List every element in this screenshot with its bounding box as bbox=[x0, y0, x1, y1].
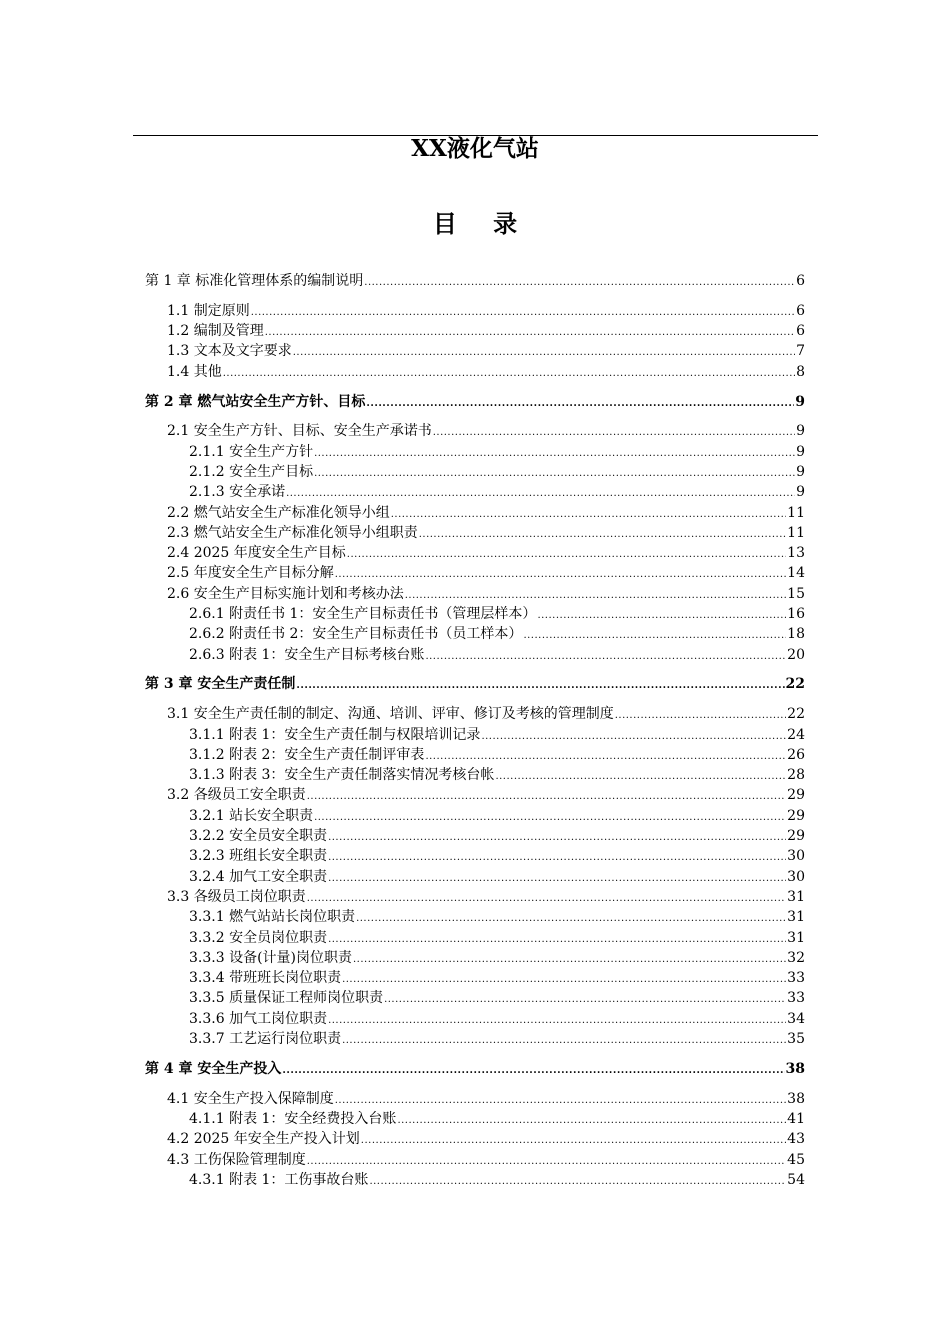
toc-entry-title: 4.1.1 附表 1：安全经费投入台账 bbox=[189, 1110, 397, 1127]
toc-dot-leader bbox=[251, 304, 795, 322]
toc-page-number: 43 bbox=[787, 1131, 805, 1148]
toc-dot-leader bbox=[364, 274, 795, 292]
toc-page-number: 33 bbox=[787, 990, 805, 1007]
toc-entry-title: 1.1 制定原则 bbox=[167, 302, 250, 319]
toc-heading: 目 录 bbox=[432, 209, 532, 238]
toc-entry-title: 3.1.3 附表 3：安全生产责任制落实情况考核台帐 bbox=[189, 767, 495, 784]
toc-page-number: 38 bbox=[785, 1060, 805, 1077]
toc-entry-title: 2.1.1 安全生产方针 bbox=[189, 443, 314, 460]
toc-page-number: 45 bbox=[787, 1151, 805, 1168]
toc-page-number: 26 bbox=[787, 746, 805, 763]
toc-dot-leader bbox=[405, 587, 786, 605]
toc-dot-leader bbox=[314, 809, 786, 827]
toc-entry[interactable] bbox=[167, 342, 805, 362]
toc-entry-title: 2.2 燃气站安全生产标准化领导小组 bbox=[167, 504, 390, 521]
toc-entry-title: 2.6 安全生产目标实施计划和考核办法 bbox=[167, 585, 404, 602]
toc-dot-leader bbox=[328, 931, 786, 949]
toc-page-number: 9 bbox=[796, 463, 805, 480]
toc-entry-title: 3.2.2 安全员安全职责 bbox=[189, 828, 328, 844]
toc-entry[interactable] bbox=[189, 949, 805, 969]
toc-entry[interactable] bbox=[167, 363, 805, 383]
toc-entry[interactable] bbox=[189, 605, 805, 625]
toc-dot-leader bbox=[523, 627, 786, 645]
toc-dot-leader bbox=[495, 768, 786, 786]
toc-entry[interactable] bbox=[167, 524, 805, 544]
toc-chapter-entry[interactable] bbox=[145, 1060, 805, 1080]
toc-dot-leader bbox=[335, 566, 786, 584]
toc-dot-leader bbox=[615, 707, 786, 725]
toc-entry[interactable] bbox=[189, 807, 805, 827]
toc-entry[interactable] bbox=[189, 868, 805, 888]
toc-entry-title: 3.3.6 加气工岗位职责 bbox=[189, 1010, 328, 1027]
toc-dot-leader bbox=[433, 424, 795, 442]
toc-entry[interactable] bbox=[167, 504, 805, 524]
toc-entry[interactable] bbox=[167, 1090, 805, 1110]
toc-entry[interactable] bbox=[189, 463, 805, 483]
toc-entry[interactable] bbox=[189, 969, 805, 989]
toc-chapter-entry[interactable] bbox=[145, 675, 805, 695]
toc-entry-title: 3.3.1 燃气站站长岗位职责 bbox=[189, 909, 356, 926]
toc-entry[interactable] bbox=[167, 564, 805, 584]
toc-entry[interactable] bbox=[167, 888, 805, 908]
toc-page-number: 15 bbox=[787, 585, 805, 602]
toc-page-number: 34 bbox=[787, 1010, 805, 1027]
toc-entry[interactable] bbox=[189, 847, 805, 867]
toc-dot-leader bbox=[361, 1132, 786, 1150]
toc-page-number: 16 bbox=[787, 606, 805, 622]
toc-entry[interactable] bbox=[189, 443, 805, 463]
toc-page-number: 30 bbox=[787, 868, 805, 885]
toc-entry-title: 3.1.2 附表 2：安全生产责任制评审表 bbox=[189, 746, 425, 763]
toc-entry-title: 3.3.2 安全员岗位职责 bbox=[189, 929, 328, 946]
toc-entry-title: 2.6.2 附责任书 2：安全生产目标责任书（员工样本） bbox=[189, 626, 523, 643]
toc-page-number: 9 bbox=[796, 423, 805, 440]
toc-entry[interactable] bbox=[189, 766, 805, 786]
toc-dot-leader bbox=[265, 324, 795, 342]
toc-page-number: 9 bbox=[796, 484, 805, 501]
toc-entry-title: 3.1 安全生产责任制的制定、沟通、培训、评审、修订及考核的管理制度 bbox=[167, 706, 614, 723]
toc-page-number: 41 bbox=[787, 1110, 805, 1127]
toc-chapter-entry[interactable] bbox=[145, 272, 805, 292]
toc-dot-leader bbox=[223, 365, 795, 383]
toc-dot-leader bbox=[347, 546, 786, 564]
toc-dot-leader bbox=[369, 1173, 786, 1191]
toc-entry-title: 4.2 2025 年安全生产投入计划 bbox=[167, 1131, 360, 1148]
toc-page-number: 22 bbox=[787, 706, 805, 723]
toc-entry-title: 3.2.1 站长安全职责 bbox=[189, 807, 314, 824]
toc-dot-leader bbox=[293, 344, 795, 362]
toc-entry[interactable] bbox=[189, 989, 805, 1009]
toc-dot-leader bbox=[282, 1062, 784, 1080]
toc-entry-title: 3.2.3 班组长安全职责 bbox=[189, 848, 328, 865]
toc-page-number: 33 bbox=[787, 970, 805, 987]
toc-page-number: 38 bbox=[787, 1090, 805, 1107]
toc-page-number: 22 bbox=[785, 676, 805, 693]
toc-dot-leader bbox=[425, 748, 786, 766]
toc-entry[interactable] bbox=[167, 544, 805, 564]
toc-dot-leader bbox=[353, 951, 786, 969]
toc-entry-title: 3.3.7 工艺运行岗位职责 bbox=[189, 1031, 342, 1047]
toc-page-number: 20 bbox=[787, 646, 805, 663]
toc-entry-title: 2.4 2025 年度安全生产目标 bbox=[167, 545, 346, 562]
toc-entry-title: 2.1 安全生产方针、目标、安全生产承诺书 bbox=[167, 423, 432, 440]
toc-page-number: 6 bbox=[796, 302, 805, 319]
toc-entry-title: 4.1 安全生产投入保障制度 bbox=[167, 1090, 334, 1107]
toc-dot-leader bbox=[397, 1112, 786, 1130]
toc-entry[interactable] bbox=[189, 1171, 805, 1191]
toc-page-number: 31 bbox=[787, 909, 805, 926]
toc-entry[interactable] bbox=[167, 422, 805, 442]
toc-page-number: 8 bbox=[796, 363, 805, 380]
toc-page-number: 29 bbox=[787, 828, 805, 844]
toc-page-number: 11 bbox=[787, 504, 805, 521]
toc-page-number: 28 bbox=[787, 767, 805, 784]
toc-entry-title: 3.2.4 加气工安全职责 bbox=[189, 868, 328, 885]
toc-entry[interactable] bbox=[189, 746, 805, 766]
toc-entry[interactable] bbox=[189, 726, 805, 746]
toc-entry-title: 2.6.3 附表 1：安全生产目标考核台账 bbox=[189, 646, 425, 663]
toc-page-number: 24 bbox=[787, 726, 805, 743]
toc-entry[interactable] bbox=[189, 929, 805, 949]
toc-page-number: 31 bbox=[787, 888, 805, 905]
toc-dot-leader bbox=[328, 849, 786, 867]
toc-dot-leader bbox=[335, 1092, 786, 1110]
toc-dot-leader bbox=[328, 870, 786, 888]
toc-page-number: 9 bbox=[796, 443, 805, 460]
toc-entry[interactable] bbox=[189, 483, 805, 503]
toc-page-number: 14 bbox=[787, 565, 805, 582]
toc-entry-title: 2.6.1 附责任书 1：安全生产目标责任书（管理层样本） bbox=[189, 606, 537, 622]
toc-entry[interactable] bbox=[189, 1010, 805, 1030]
toc-dot-leader bbox=[307, 1153, 786, 1171]
toc-page-number: 6 bbox=[796, 273, 805, 289]
toc-dot-leader bbox=[286, 485, 795, 503]
toc-dot-leader bbox=[384, 991, 786, 1009]
toc-page-number: 9 bbox=[795, 393, 805, 410]
toc-entry[interactable] bbox=[167, 705, 805, 725]
toc-entry-title: 3.3 各级员工岗位职责 bbox=[167, 888, 306, 905]
toc-dot-leader bbox=[419, 526, 786, 544]
toc-entry[interactable] bbox=[189, 827, 805, 847]
toc-entry[interactable] bbox=[167, 322, 805, 342]
toc-dot-leader bbox=[356, 910, 786, 928]
toc-dot-leader bbox=[328, 829, 786, 847]
toc-entry-title: 第 1 章 标准化管理体系的编制说明 bbox=[145, 273, 364, 289]
toc-entry[interactable] bbox=[189, 908, 805, 928]
toc-page-number: 11 bbox=[787, 524, 805, 541]
toc-entry[interactable] bbox=[167, 302, 805, 322]
toc-entry-title: 3.1.1 附表 1：安全生产责任制与权限培训记录 bbox=[189, 726, 481, 743]
toc-chapter-entry[interactable] bbox=[145, 393, 805, 413]
toc-dot-leader bbox=[314, 465, 795, 483]
toc-entry-title: 4.3.1 附表 1：工伤事故台账 bbox=[189, 1171, 369, 1188]
toc-page-number: 35 bbox=[787, 1031, 805, 1047]
toc-page-number: 13 bbox=[787, 545, 805, 562]
toc-dot-leader bbox=[481, 728, 786, 746]
toc-entry-title: 3.3.3 设备(计量)岗位职责 bbox=[189, 949, 352, 966]
toc-entry-title: 3.3.4 带班班长岗位职责 bbox=[189, 970, 342, 987]
toc-dot-leader bbox=[537, 607, 786, 625]
toc-entry-title: 1.4 其他 bbox=[167, 363, 222, 380]
toc-page-number: 29 bbox=[787, 807, 805, 824]
toc-entry-title: 2.1.2 安全生产目标 bbox=[189, 463, 314, 480]
toc-entry-title: 第 2 章 燃气站安全生产方针、目标 bbox=[145, 393, 366, 410]
toc-entry-title: 2.1.3 安全承诺 bbox=[189, 484, 286, 501]
toc-page-number: 32 bbox=[787, 949, 805, 966]
toc-page-number: 6 bbox=[796, 323, 805, 340]
toc-page-number: 29 bbox=[787, 787, 805, 804]
toc-entry-title: 2.3 燃气站安全生产标准化领导小组职责 bbox=[167, 524, 418, 541]
toc-page-number: 54 bbox=[787, 1171, 805, 1188]
toc-entry[interactable] bbox=[189, 625, 805, 645]
toc-dot-leader bbox=[391, 506, 786, 524]
toc-entry[interactable] bbox=[167, 1151, 805, 1171]
toc-dot-leader bbox=[342, 971, 786, 989]
toc-entry-title: 3.2 各级员工安全职责 bbox=[167, 787, 306, 804]
toc-page-number: 30 bbox=[787, 848, 805, 865]
toc-entry-title: 4.3 工伤保险管理制度 bbox=[167, 1151, 306, 1168]
toc-entry-title: 第 3 章 安全生产责任制 bbox=[145, 676, 296, 693]
toc-page-number: 18 bbox=[787, 626, 805, 643]
toc-entry-title: 第 4 章 安全生产投入 bbox=[145, 1060, 282, 1077]
toc-dot-leader bbox=[314, 445, 795, 463]
toc-dot-leader bbox=[296, 677, 784, 695]
toc-entry[interactable] bbox=[189, 1030, 805, 1050]
toc-entry-title: 1.2 编制及管理 bbox=[167, 323, 264, 340]
toc-page-number: 31 bbox=[787, 929, 805, 946]
toc-dot-leader bbox=[307, 788, 786, 806]
toc-dot-leader bbox=[307, 890, 786, 908]
toc-entry[interactable] bbox=[167, 585, 805, 605]
toc-dot-leader bbox=[342, 1032, 786, 1050]
toc-page-number: 7 bbox=[796, 343, 805, 360]
toc-entry-title: 3.3.5 质量保证工程师岗位职责 bbox=[189, 990, 384, 1007]
toc-entry-title: 2.5 年度安全生产目标分解 bbox=[167, 565, 334, 582]
toc-entry[interactable] bbox=[189, 1110, 805, 1130]
toc-entry[interactable] bbox=[189, 646, 805, 666]
document-title: XX液化气站 bbox=[411, 135, 539, 162]
toc-dot-leader bbox=[425, 648, 786, 666]
toc-dot-leader bbox=[328, 1012, 786, 1030]
toc-entry[interactable] bbox=[167, 1130, 805, 1150]
toc-entry[interactable] bbox=[167, 786, 805, 806]
toc-dot-leader bbox=[366, 395, 794, 413]
toc-entry-title: 1.3 文本及文字要求 bbox=[167, 343, 292, 360]
